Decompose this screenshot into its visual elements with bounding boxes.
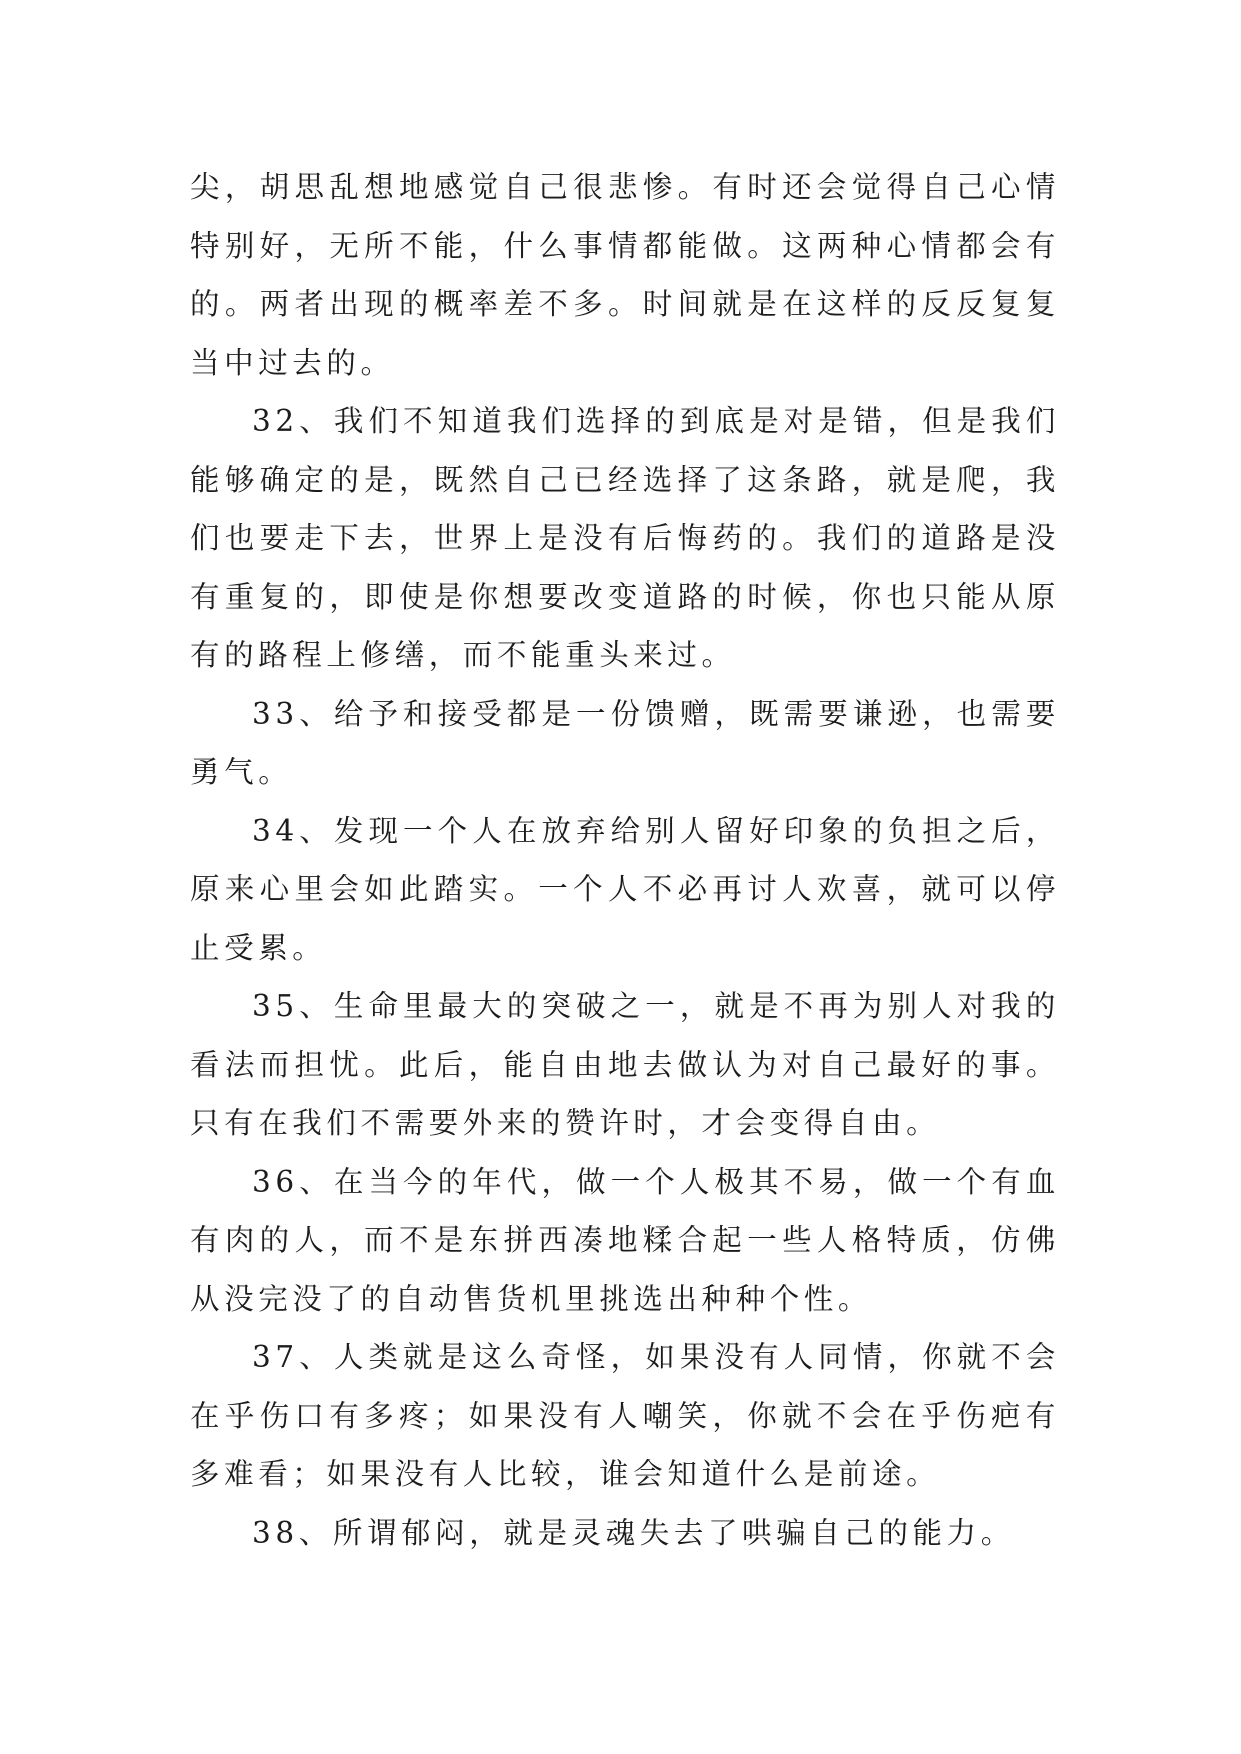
paragraph-36: 36、在当今的年代，做一个人极其不易，做一个有血有肉的人，而不是东拼西凑地糅合起一些人格特质，仿佛从没完没了的自动售货机里挑选出种种个性。 — [190, 1164, 1060, 1316]
paragraph-continuation: 尖，胡思乱想地感觉自己很悲惨。有时还会觉得自己心情特别好，无所不能，什么事情都能做。这两种心情都会有的。两者出现的概率差不多。时间就是在这样的反反复复当中过去的。 — [190, 170, 1060, 380]
paragraph-32: 32、我们不知道我们选择的到底是对是错，但是我们能够确定的是，既然自己已经选择了这条路，就是爬，我们也要走下去，世界上是没有后悔药的。我们的道路是没有重复的，即使是你想要改变道路的时候，你也只能从原有的路程上修缮，而不能重头来过。 — [190, 404, 1060, 672]
paragraph-34: 34、发现一个人在放弃给别人留好印象的负担之后，原来心里会如此踏实。一个人不必再讨人欢喜，就可以停止受累。 — [190, 813, 1060, 965]
paragraph-35: 35、生命里最大的突破之一，就是不再为别人对我的看法而担忧。此后，能自由地去做认为对自己最好的事。只有在我们不需要外来的赞许时，才会变得自由。 — [190, 989, 1060, 1140]
paragraph-33: 33、给予和接受都是一份馈赠，既需要谦逊，也需要勇气。 — [190, 696, 1060, 789]
document-body — [190, 158, 1060, 1562]
paragraph-38: 38、所谓郁闷，就是灵魂失去了哄骗自己的能力。 — [252, 1515, 1015, 1550]
paragraph-37: 37、人类就是这么奇怪，如果没有人同情，你就不会在乎伤口有多疼；如果没有人嘲笑，你就不会在乎伤疤有多难看；如果没有人比较，谁会知道什么是前途。 — [190, 1340, 1060, 1491]
